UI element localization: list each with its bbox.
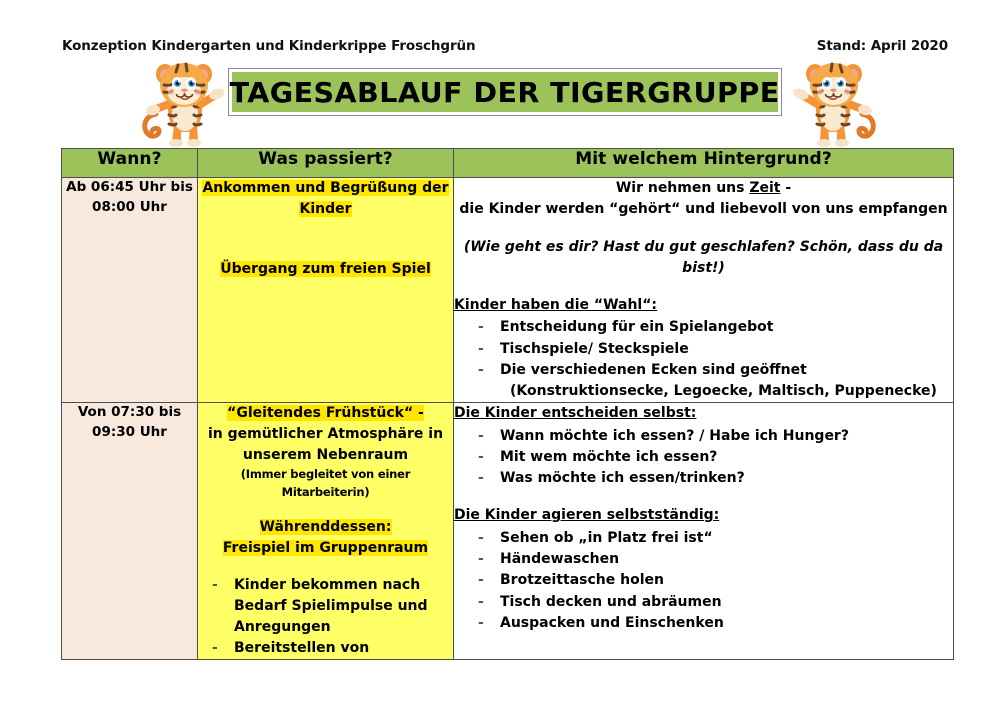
- time-line-2: 08:00 Uhr: [92, 198, 167, 215]
- list-item-line: - Kinder bekommen nach: [234, 576, 421, 593]
- list-item: [472, 592, 953, 613]
- list-item: [472, 468, 953, 489]
- activity-block-1: [198, 403, 453, 501]
- list-item: [472, 339, 953, 360]
- activity-block-2: [198, 259, 453, 280]
- spacer: [198, 501, 453, 517]
- background-list-title: Kinder haben die “Wahl“:: [454, 297, 658, 314]
- cell-activity-row1: [198, 178, 454, 403]
- background-intro-line-1: [454, 178, 953, 199]
- time-line-1: Von 07:30 bis: [77, 404, 182, 421]
- background-list2-title: Die Kinder agieren selbstständig:: [454, 507, 720, 524]
- column-header-what: Was passiert?: [198, 149, 454, 178]
- column-header-why: Mit welchem Hintergrund?: [454, 149, 954, 178]
- background-list-2: [454, 528, 953, 634]
- list-item: [472, 426, 953, 447]
- spacer: [454, 221, 953, 237]
- list-item-line: - Bereitstellen von: [234, 639, 370, 656]
- activity-line-3: unserem Nebenraum: [242, 447, 409, 464]
- activity-line-1: Ankommen und Begrüßung der: [202, 180, 449, 196]
- list-item-text: Händewaschen: [500, 550, 620, 567]
- list-item-text: Was möchte ich essen/trinken?: [500, 470, 745, 487]
- list-item: [472, 613, 953, 634]
- list-item: [472, 447, 953, 468]
- header-left-text: Konzeption Kindergarten und Kinderkrippe Froschgrün: [62, 38, 476, 54]
- daily-schedule-table: [61, 148, 954, 660]
- intro-text-emphasis: Zeit: [749, 180, 781, 196]
- list-item: [472, 317, 953, 338]
- activity-list: [198, 575, 453, 659]
- time-line-1: Ab 06:45 Uhr bis: [66, 179, 193, 195]
- list-item-text: Entscheidung für ein Spielangebot: [500, 319, 774, 336]
- activity-line-3: Übergang zum freien Spiel: [220, 261, 431, 277]
- list-item: [208, 638, 453, 659]
- tiger-mascot-icon: [788, 52, 880, 148]
- background-intro-line-2: die Kinder werden “gehört“ und liebevoll von uns empfangen: [459, 201, 948, 218]
- activity-block-2: [198, 517, 453, 559]
- cell-background-row2: [454, 403, 954, 660]
- table-row: [62, 178, 954, 403]
- list-item-text: Tischspiele/ Steckspiele: [500, 340, 689, 357]
- list-item: [472, 570, 953, 591]
- title-box: [228, 68, 782, 116]
- background-list1-title: Die Kinder entscheiden selbst:: [454, 405, 697, 422]
- activity-subheading: Währenddessen:: [259, 518, 392, 535]
- table-header-row: [62, 149, 954, 178]
- header-right-date: Stand: April 2020: [816, 38, 948, 54]
- list-item: [472, 360, 953, 403]
- activity-subheading-line-2: Freispiel im Gruppenraum: [222, 539, 429, 556]
- activity-block-1: [198, 178, 453, 220]
- spacer: [198, 250, 453, 259]
- spacer: [198, 559, 453, 575]
- spacer: [198, 220, 453, 250]
- cell-time-row2: [62, 403, 198, 660]
- spacer: [454, 489, 953, 505]
- tiger-mascot-icon: [138, 52, 230, 148]
- list-item-text: Tisch decken und abräumen: [500, 593, 722, 610]
- intro-text-prefix: Wir nehmen uns: [615, 180, 750, 196]
- time-line-2: 09:30 Uhr: [92, 423, 167, 440]
- list-item-text: Auspacken und Einschenken: [500, 614, 724, 631]
- activity-note: (Immer begleitet von einer Mitarbeiterin): [240, 467, 411, 499]
- cell-time-row1: [62, 178, 198, 403]
- activity-line-2: in gemütlicher Atmosphäre in: [207, 426, 444, 443]
- activity-line-2: Kinder: [299, 201, 352, 217]
- list-item: [472, 549, 953, 570]
- list-item-line: Anregungen: [234, 618, 331, 635]
- list-item-text: Mit wem möchte ich essen?: [500, 448, 718, 465]
- background-list-1: [454, 426, 953, 490]
- background-italic-note: (Wie geht es dir? Hast du gut geschlafen? Schön, dass du da bist!): [463, 238, 944, 276]
- list-item-line: Bedarf Spielimpulse und: [234, 597, 428, 614]
- list-item-text: Brotzeittasche holen: [500, 572, 664, 589]
- page-title: TAGESABLAUF DER TIGERGRUPPE: [229, 75, 781, 109]
- title-band: [229, 72, 781, 112]
- column-header-when: Wann?: [62, 149, 198, 178]
- list-item-text: Wann möchte ich essen? / Habe ich Hunger?: [500, 427, 849, 444]
- background-list: [454, 317, 953, 402]
- cell-activity-row2: [198, 403, 454, 660]
- list-item: [208, 575, 453, 638]
- list-item: [472, 528, 953, 549]
- spacer: [454, 279, 953, 295]
- intro-text-suffix: -: [780, 180, 792, 196]
- list-item-text: Die verschiedenen Ecken sind geöffnet: [500, 361, 807, 378]
- activity-heading: “Gleitendes Frühstück“ -: [227, 405, 424, 422]
- table-row: [62, 403, 954, 660]
- list-item-text: Sehen ob „in Platz frei ist“: [500, 529, 713, 546]
- list-item-continuation: (Konstruktionsecke, Legoecke, Maltisch, Puppenecke): [510, 383, 937, 400]
- cell-background-row1: [454, 178, 954, 403]
